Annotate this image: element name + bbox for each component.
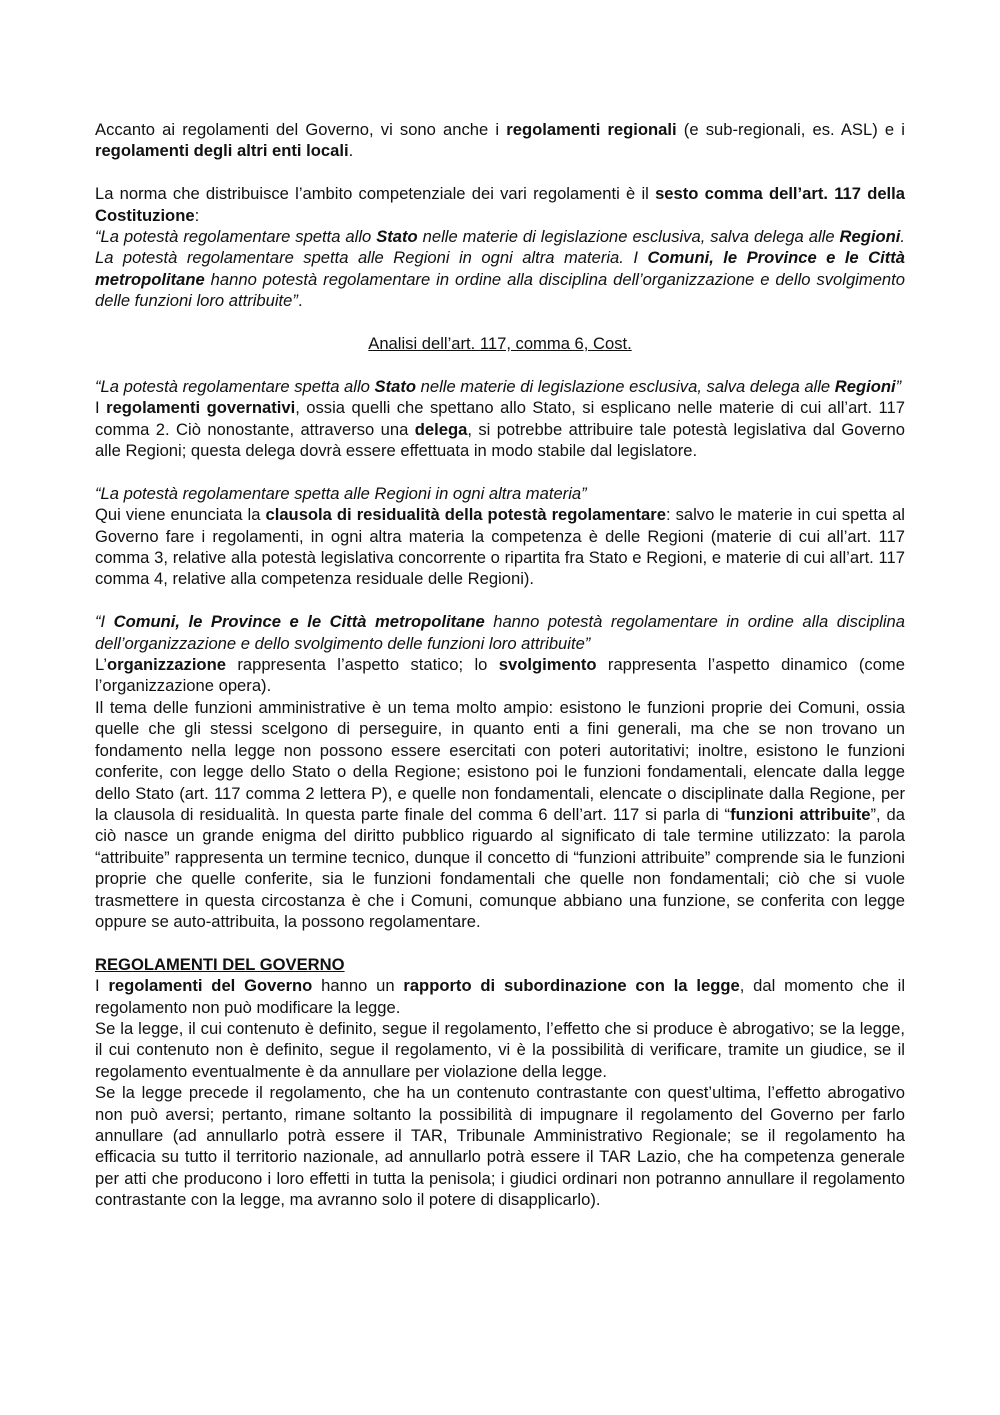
bold-text: Stato	[374, 376, 416, 396]
spacer	[95, 932, 905, 953]
spacer	[95, 354, 905, 375]
bold-text: regolamenti regionali	[506, 120, 677, 139]
bold-text: Regioni	[839, 227, 901, 247]
section-3-body-1: L’organizzazione rappresenta l’aspetto statico; lo svolgimento rappresenta l’aspetto dinamico (come l’organizzazione opera).	[95, 655, 905, 696]
gov-section-heading: REGOLAMENTI DEL GOVERNO	[95, 954, 345, 974]
section-2-body: Qui viene enunciata la clausola di residualità della potestà regolamentare: salvo le materie in cui spetta al Governo fare i regolamenti, in ogni altra materia la competenza è delle Regioni (materie di cui all’art. 117 comma 3, relative alla potestà legislativa concorrente o ripartita fra Stato e Regioni, e materie di cui all’art. 117 comma 4, relative alla competenza residuale delle Regioni).	[95, 505, 905, 589]
bold-text: regolamenti del Governo	[108, 976, 313, 996]
spacer	[95, 461, 905, 482]
plain-text: .	[297, 291, 303, 311]
section-3-quote: “I Comuni, le Province e le Città metropolitane hanno potestà regolamentare in ordine alla disciplina dell’organizzazione e dello svolgimento delle funzioni loro attribuite”	[95, 612, 905, 653]
bold-text: Comuni, le Province e le Città metropolitane	[113, 612, 485, 632]
section-3-body-2: Il tema delle funzioni amministrative è un tema molto ampio: esistono le funzioni proprie dei Comuni, ossia quelle che gli stessi scelgono di perseguire, in quanto enti a fini generali, ma che se non trovano un fondamento nella legge non possono essere esercitati con poteri autoritativi; inoltre, esistono le funzioni conferite, con legge dello Stato o della Regione; esistono poi le funzioni fondamentali, elencate dalla legge dello Stato (art. 117 comma 2 lettera P), e quelle non fondamentali, elencate o disciplinate dalla Regione, per la clausola di residualità. In questa parte finale del comma 6 dell’art. 117 si parla di “funzioni attribuite”, da ciò nasce un grande enigma del diritto pubblico riguardo al significato di tale termine utilizzato: la parola “attribuite” rappresenta un termine tecnico, dunque il concetto di “funzioni attribuite” comprende sia le funzioni proprie che quelle conferite, sia le funzioni fondamentali che quelle non fondamentali; ciò che si vuole trasmettere in questa circostanza è che i Comuni, comunque abbiano una funzione, se conferita con legge oppure se auto-attribuita, la possono regolamentare.	[95, 697, 905, 931]
bold-text: svolgimento	[498, 655, 597, 675]
gov-paragraph-3: Se la legge precede il regolamento, che ha un contenuto contrastante con quest’ultima, l’effetto abrogativo non può aversi; pertanto, rimane soltanto la possibilità di impugnare il regolamento del Governo per farlo annullare (ad annullarlo potrà essere il TAR, Tribunale Amministrativo Regionale; se il regolamento ha efficacia su tutto il territorio nazionale, ad annullarlo potrà essere il TAR Lazio, che ha competenza generale per atti che producono i loro effetti in tutta la penisola; i giudici ordinari non potranno annullare il regolamento contrastante con la legge, ma avranno solo il potere di disapplicarlo).	[95, 1083, 905, 1210]
bold-text: organizzazione	[107, 655, 226, 675]
section-1-body: I regolamenti governativi, ossia quelli che spettano allo Stato, si esplicano nelle materie di cui all’art. 117 comma 2. Ciò nonostante, attraverso una delega, si potrebbe attribuire tale potestà legislativa dal Governo alle Regioni; questa delega dovrà essere effettuata in modo stabile dal legislatore.	[95, 398, 905, 461]
gov-paragraph-1: I regolamenti del Governo hanno un rapporto di subordinazione con la legge, dal momento che il regolamento non può modificare la legge.	[95, 976, 906, 1017]
section-2-quote: “La potestà regolamentare spetta alle Regioni in ogni altra materia”	[95, 483, 587, 503]
article-quote: “La potestà regolamentare spetta allo Stato nelle materie di legislazione esclusiva, salva delega alle Regioni. La potestà regolamentare spetta alle Regioni in ogni altra materia. I Comuni, le Province e le Città metropolitane hanno potestà regolamentare in ordine alla disciplina dell’organizzazione e dello svolgimento delle funzioni loro attribuite”.	[95, 227, 906, 311]
bold-text: regolamenti degli altri enti locali	[95, 141, 349, 161]
spacer	[95, 162, 905, 183]
intro-paragraph-2: La norma che distribuisce l’ambito competenziale dei vari regolamenti è il sesto comma dell’art. 117 della Costituzione:	[95, 184, 906, 225]
spacer	[95, 590, 905, 611]
bold-text: clausola di residualità della potestà regolamentare	[265, 505, 666, 525]
bold-text: Regioni	[834, 376, 896, 396]
bold-text: Stato	[376, 227, 418, 247]
section-1-quote: “La potestà regolamentare spetta allo Stato nelle materie di legislazione esclusiva, salva delega alle Regioni”	[95, 376, 902, 396]
bold-text: delega	[414, 419, 468, 439]
document-page	[95, 119, 905, 1211]
intro-paragraph-1: Accanto ai regolamenti del Governo, vi sono anche i regolamenti regionali (e sub-regionali, es. ASL) e i regolamenti degli altri enti locali.	[95, 120, 905, 161]
bold-text: Comuni, le Province e le Città metropolitane	[95, 248, 906, 289]
bold-text: regolamenti governativi	[106, 398, 296, 418]
bold-text: funzioni attribuite	[730, 804, 871, 824]
gov-paragraph-2: Se la legge, il cui contenuto è definito, segue il regolamento, l’effetto che si produce è abrogativo; se la legge, il cui contenuto non è definito, segue il regolamento, vi è la possibilità di verificare, tramite un giudice, se il regolamento eventualmente è da annullare per violazione della legge.	[95, 1018, 905, 1081]
spacer	[95, 312, 905, 333]
analysis-title: Analisi dell’art. 117, comma 6, Cost.	[368, 334, 632, 354]
bold-text: rapporto di subordinazione con la legge	[403, 976, 740, 996]
bold-text: sesto comma dell’art. 117 della Costituzione	[95, 184, 906, 225]
